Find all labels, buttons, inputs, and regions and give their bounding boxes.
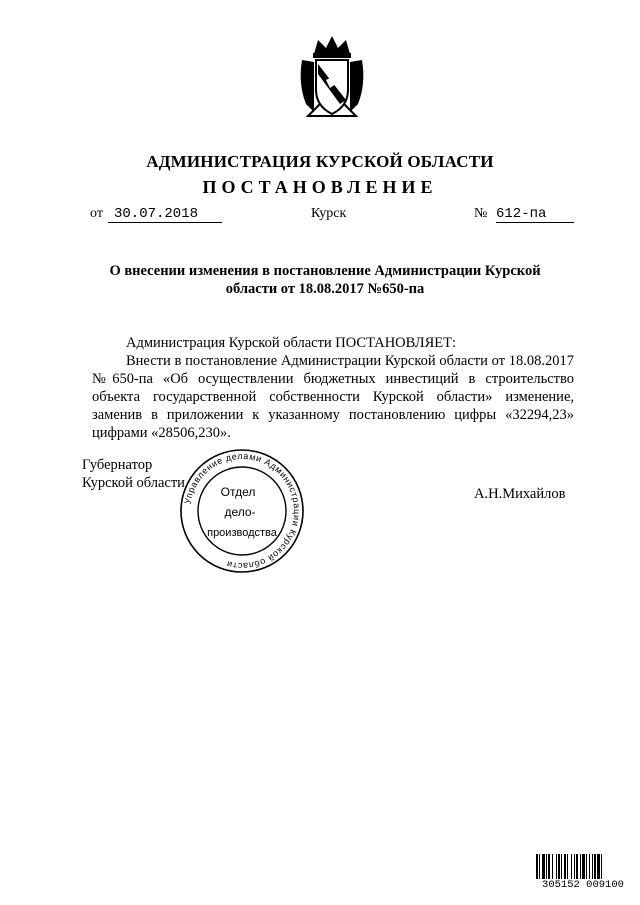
barcode-number: 305152 009100 [536,879,630,891]
body-text: Внести в постановление Администрации Курской области от 18.08.2017 №650-па «Об осуществлении бюджетных инвестиций в строительство объекта государственной собственности Курской области» изменение, заменив в приложении к указанному постановлению цифры «32294,23» цифрами «28506,230». [92,353,574,441]
date-field [108,206,222,223]
organization-title: АДМИНИСТРАЦИЯ КУРСКОЙ ОБЛАСТИ [146,152,494,171]
signatory-title [82,456,185,492]
number-value: 612-па [496,206,547,222]
signatory-title-line-1: Губернатор [82,457,153,473]
subject-line-1: О внесении изменения в постановление Администрации Курской [109,263,541,279]
coat-of-arms-emblem [296,34,368,118]
department-stamp [178,448,306,574]
city-label: Курск [311,206,347,221]
document-body [92,334,574,442]
stamp-line-3: производства [207,527,277,539]
document-subject [90,262,560,298]
stamp-line-1: Отдел [220,485,256,499]
body-intro: Администрация Курской области ПОСТАНОВЛЯЕТ: [126,335,457,351]
date-prefix: от [90,206,103,221]
subject-line-2: области от 18.08.2017 №650-па [225,281,425,297]
number-prefix: № [474,206,488,221]
stamp-line-2: дело- [224,505,256,519]
signatory-name: А.Н.Михайлов [474,486,566,502]
document-type-title: ПОСТАНОВЛЕНИЕ [202,177,438,197]
date-value: 30.07.2018 [114,206,199,222]
signatory-title-line-2: Курской области [82,475,185,491]
stamp-ring-text: Управление делами Администрации Курской области [182,450,303,572]
number-field [496,206,574,223]
